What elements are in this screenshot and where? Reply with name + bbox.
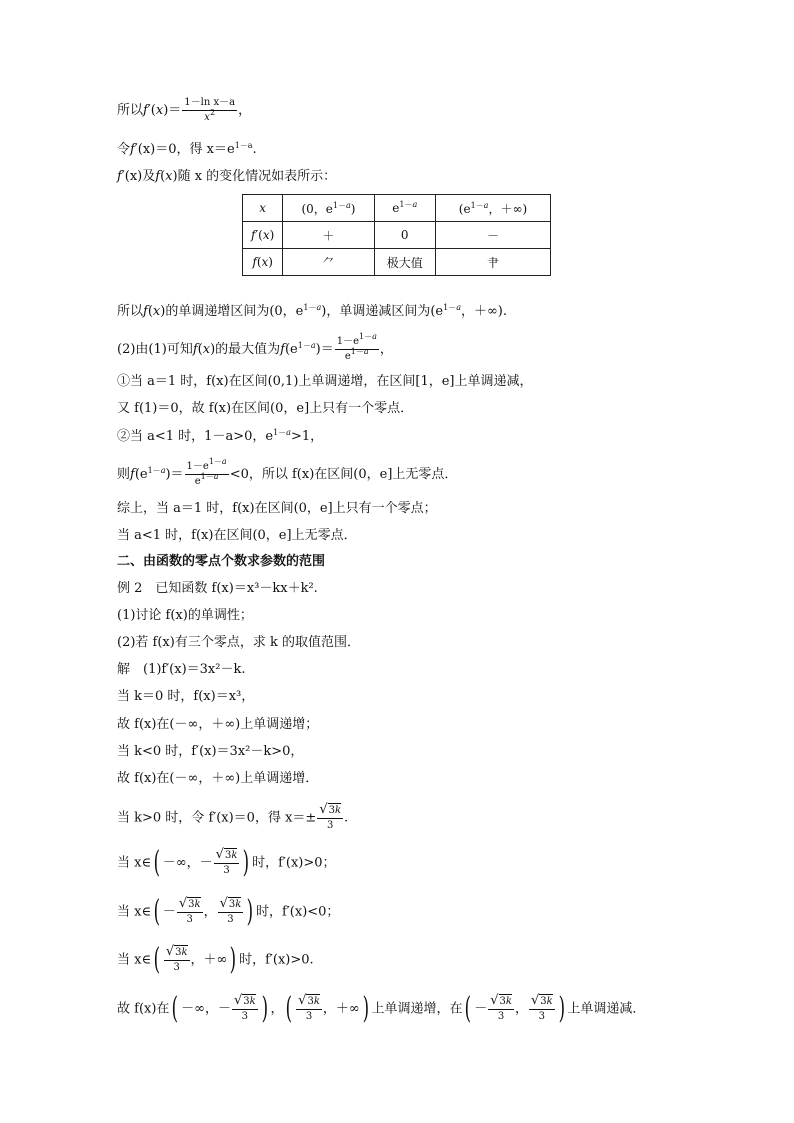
table-row: x (0，$e^{1-a}$) $e^{1-a}$ ($e^{1-a}$，＋∞) — [243, 195, 551, 222]
line-16: 解 (1)f′(x)＝3x²－k. — [117, 662, 246, 677]
line-21: 当 k>0 时，令 f′(x)＝0，得 x＝± $\frac{√3k}{3}$ . — [117, 802, 349, 831]
line-10: 综上，当 a＝1 时，f(x)在区间(0，e]上只有一个零点； — [117, 501, 437, 516]
line-6: ①当 a＝1 时，f(x)在区间(0,1)上单调递增，在区间[1，e]上单调递减， — [117, 374, 533, 389]
line-1: 所以f′(x)＝ $\frac{\text{1－ln x－a}}{x^2}$ ， — [117, 97, 252, 123]
line-19: 当 k<0 时，f′(x)＝3x²－k>0， — [117, 744, 304, 759]
line-20: 故 f(x)在(－∞，＋∞)上单调递增． — [117, 771, 319, 786]
line-14: (1)讨论 f(x)的单调性； — [117, 608, 253, 623]
line-22: 当 x∈( －∞，－ $\frac{√3k}{3}$ ) 时，f′(x)>0； — [117, 845, 336, 880]
line-25: 故 f(x)在( －∞，－ $\frac{√3k}{3}$ ) ，( $\frac{√3k}{3}$ ，＋∞) 上单调递增，在( － $\frac{√3k}{3}$ ， $\frac{√3k}{3}$ ) 上单调递减． — [117, 991, 646, 1026]
line-7: 又 f(1)＝0，故 f(x)在区间(0，e]上只有一个零点． — [117, 401, 414, 416]
variation-table — [242, 194, 551, 276]
example-title: 例 2 已知函数 f(x)＝x³－kx＋k². — [117, 581, 318, 596]
line-11: 当 a<1 时，f(x)在区间(0，e]上无零点． — [117, 528, 357, 543]
table-row: f′(x) ＋ 0 － — [243, 222, 551, 249]
line-4: 所以f(x)的单调递增区间为(0，$e^{1-a}$)，单调递减区间为($e^{1-a}$，＋∞). — [117, 303, 508, 319]
table-row: f(x) ⺈ 极大值 ⺺ — [243, 249, 551, 276]
line-15: (2)若 f(x)有三个零点，求 k 的取值范围． — [117, 635, 360, 650]
line-9: 则$f(e^{1-a})=$ $\frac{1-e^{1-a}}{e^{1-a}}$ <0，所以 f(x)在区间(0，e]上无零点． — [117, 457, 458, 487]
line-8: ②当 a<1 时，1－a>0，$e^{1-a}>1$， — [117, 428, 324, 444]
fraction: $\frac{\text{1－ln x－a}}{x^2}$ — [184, 97, 236, 123]
section-heading: 二、由函数的零点个数求参数的范围 — [117, 554, 326, 569]
line-17: 当 k＝0 时，f(x)＝x³， — [117, 689, 255, 704]
line-3: f′(x)及f(x)随 x 的变化情况如表所示： — [117, 169, 337, 184]
line-2: 令f′(x)＝0，得 $x=e^{1-a}$. — [117, 141, 257, 157]
line-5: (2)由(1)可知f(x)的最大值为$f(e^{1-a})=$ $\frac{1-e^{1-a}}{e^{1-a}}$ ， — [117, 332, 393, 362]
line-23: 当 x∈( － $\frac{√3k}{3}$ ， $\frac{√3k}{3}$ ) 时，f′(x)<0； — [117, 894, 340, 929]
line-24: 当 x∈( $\frac{√3k}{3}$ ，＋∞) 时，f′(x)>0. — [117, 942, 314, 977]
line-18: 故 f(x)在(－∞，＋∞)上单调递增； — [117, 717, 319, 732]
